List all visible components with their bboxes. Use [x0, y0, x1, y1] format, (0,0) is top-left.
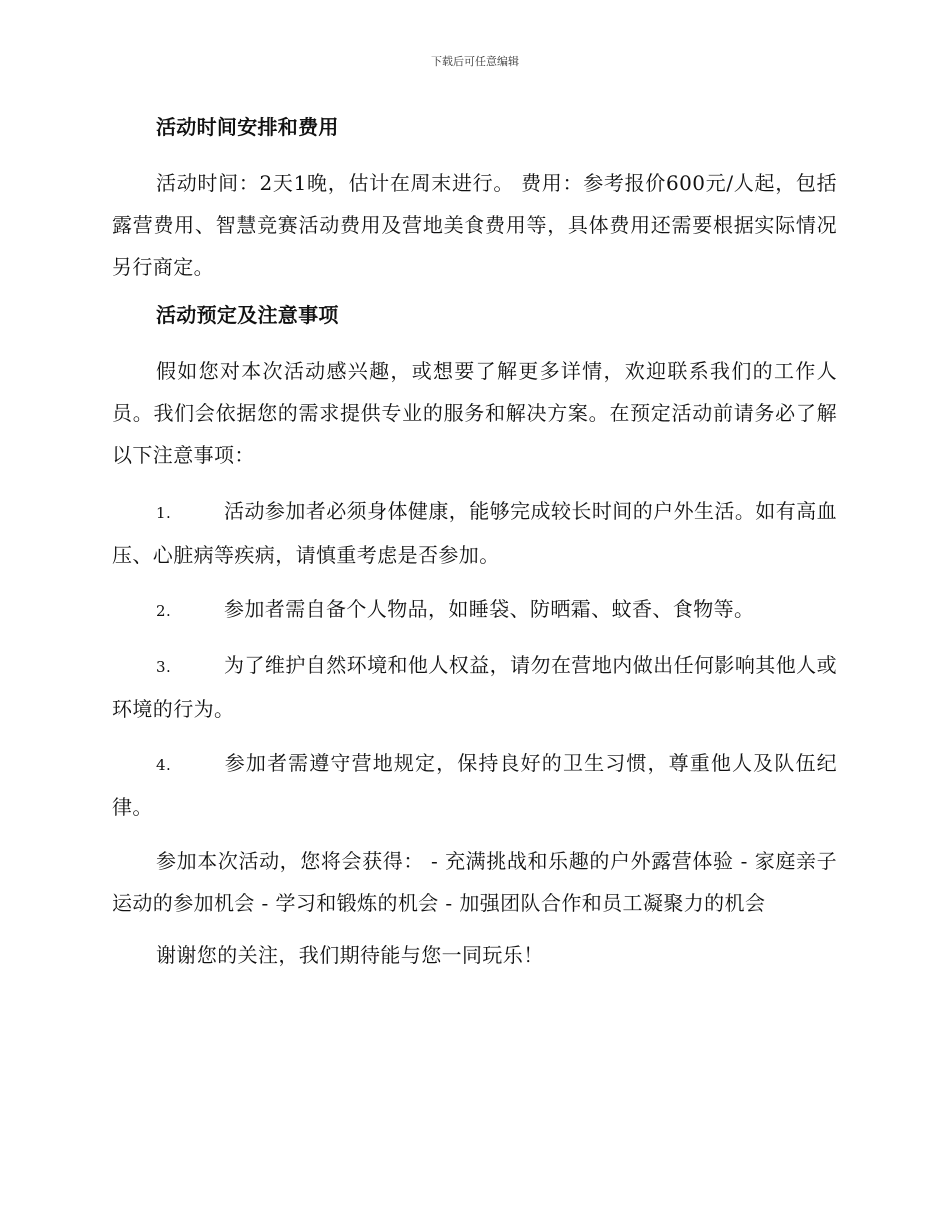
closing-paragraph: 谢谢您的关注，我们期待能与您一同玩乐！: [156, 943, 544, 967]
list-item-number: 2.: [156, 602, 172, 620]
list-item-number: 4.: [156, 756, 172, 774]
list-item: [112, 742, 837, 828]
list-item-number: 3.: [156, 658, 172, 676]
section-heading-schedule: 活动时间安排和费用: [156, 115, 339, 139]
booking-intro-paragraph: 假如您对本次活动感兴趣，或想要了解更多详情，欢迎联系我们的工作人员。我们会依据您的需求提供专业的服务和解决方案。在预定活动前请务必了解以下注意事项：: [112, 359, 837, 467]
list-item: [112, 644, 837, 730]
schedule-paragraph: 活动时间：2天1晚，估计在周末进行。 费用：参考报价600元/人起，包括露营费用、智慧竞赛活动费用及营地美食费用等，具体费用还需要根据实际情况另行商定。: [112, 171, 837, 279]
list-item-text: 参加者需遵守营地规定，保持良好的卫生习惯，尊重他人及队伍纪律。: [112, 751, 837, 819]
list-item: [112, 588, 837, 632]
list-item-number: 1.: [156, 504, 172, 522]
document-body: [112, 110, 837, 986]
list-item-text: 参加者需自备个人物品，如睡袋、防晒霜、蚊香、食物等。: [224, 597, 755, 621]
list-item: [112, 490, 837, 576]
list-item-text: 活动参加者必须身体健康，能够完成较长时间的户外生活。如有高血压、心脏病等疾病，请慎重考虑是否参加。: [112, 499, 837, 567]
header-note: 下载后可任意编辑: [431, 55, 519, 68]
benefits-paragraph: 参加本次活动，您将会获得： - 充满挑战和乐趣的户外露营体验 - 家庭亲子运动的参加机会 - 学习和锻炼的机会 - 加强团队合作和员工凝聚力的机会: [112, 849, 837, 915]
list-item-text: 为了维护自然环境和他人权益，请勿在营地内做出任何影响其他人或环境的行为。: [112, 653, 837, 721]
section-heading-booking: 活动预定及注意事项: [156, 303, 339, 327]
